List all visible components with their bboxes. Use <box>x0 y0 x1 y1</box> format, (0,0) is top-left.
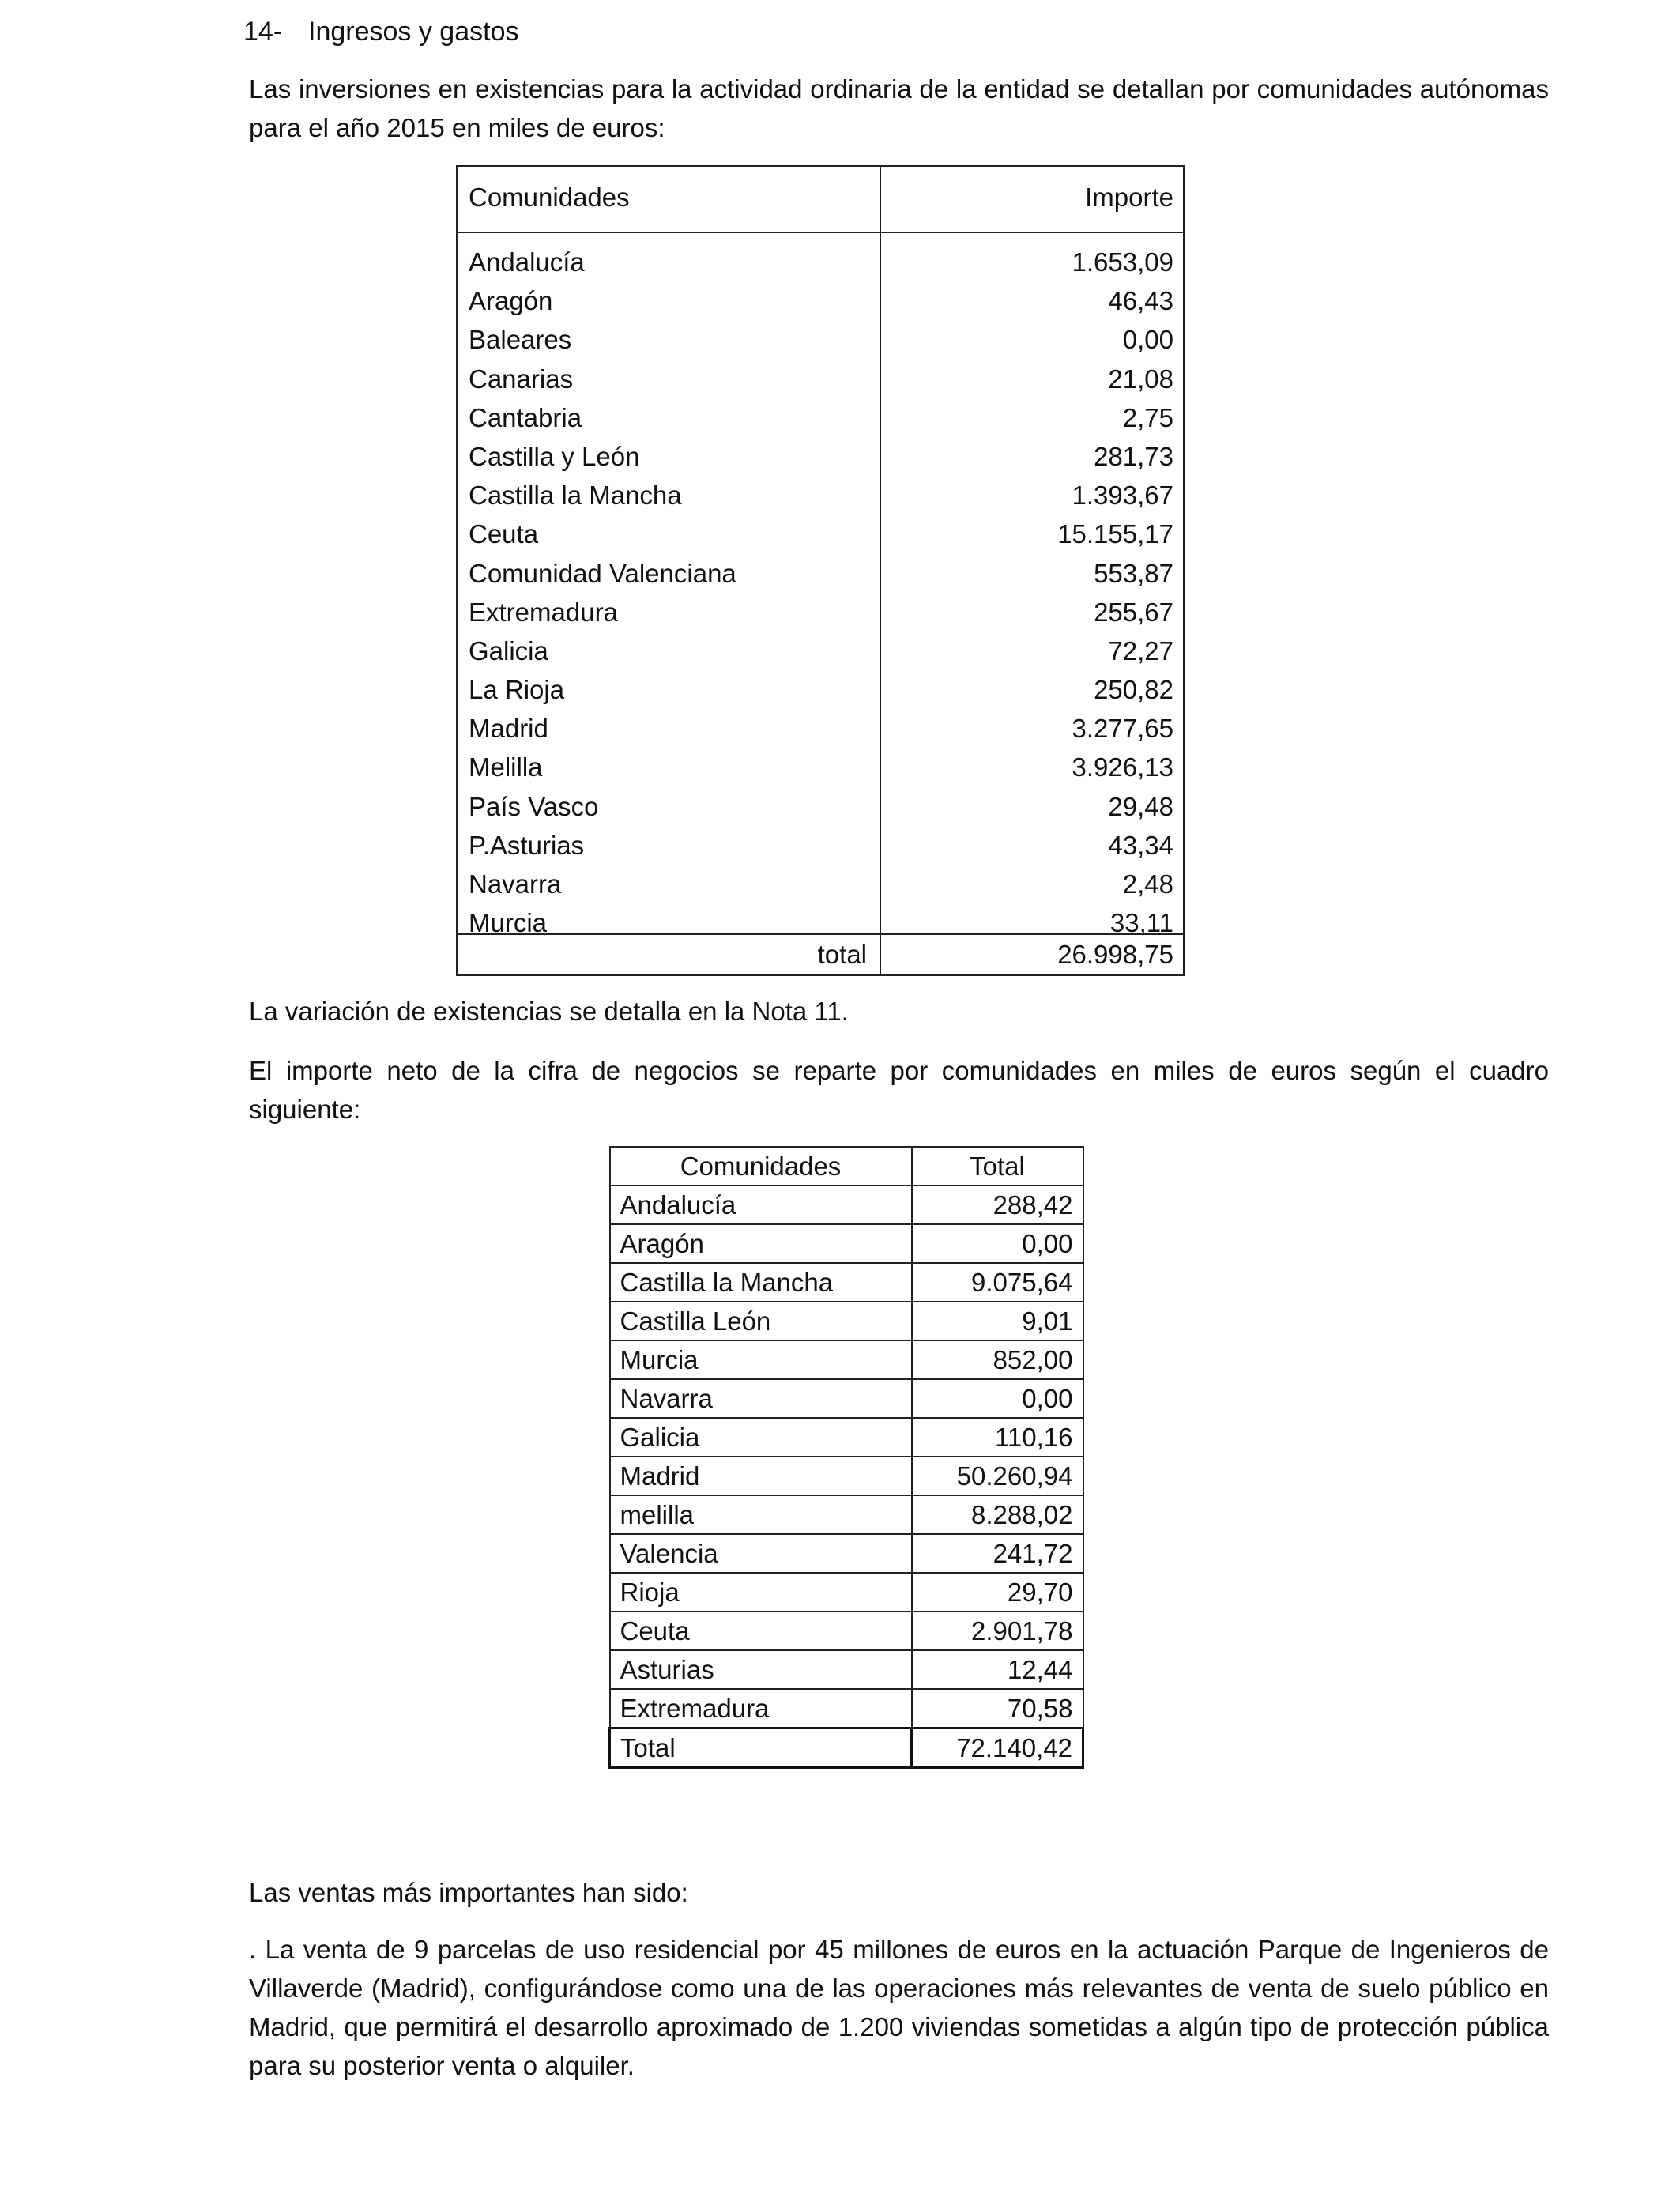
row-comunidad: Galicia <box>469 635 548 665</box>
row-total: 9.075,64 <box>912 1263 1083 1302</box>
table-row <box>610 1418 1083 1457</box>
row-importe: 3.926,13 <box>1072 752 1173 782</box>
table-row <box>458 437 1183 476</box>
table-row <box>458 593 1183 631</box>
row-importe: 2,75 <box>1122 402 1173 432</box>
negocios-table-header <box>610 1147 1083 1186</box>
existencias-table-header <box>458 167 1183 233</box>
row-comunidad: Murcia <box>610 1340 912 1379</box>
table-row <box>610 1457 1083 1495</box>
row-comunidad: Ceuta <box>610 1612 912 1650</box>
table-row <box>458 320 1183 359</box>
total-value: 26.998,75 <box>1057 940 1173 969</box>
row-total: 241,72 <box>912 1534 1083 1573</box>
row-comunidad: La Rioja <box>469 675 565 705</box>
row-importe: 33,11 <box>1109 908 1173 938</box>
table-row <box>458 360 1183 398</box>
row-total: 8.288,02 <box>912 1495 1083 1534</box>
row-total: 110,16 <box>912 1418 1083 1457</box>
table-row <box>610 1534 1083 1573</box>
row-importe: 29,48 <box>1108 791 1173 821</box>
row-comunidad: Rioja <box>610 1573 912 1612</box>
row-importe: 46,43 <box>1108 286 1173 316</box>
importe-neto-paragraph: El importe neto de la cifra de negocios se reparte por comunidades en miles de euros según el cuadro siguiente: <box>249 1056 1549 1124</box>
section-number: 14- <box>243 17 283 47</box>
row-comunidad: Cantabria <box>469 402 582 432</box>
row-total: 12,44 <box>912 1650 1083 1689</box>
row-total: 0,00 <box>912 1379 1083 1418</box>
table-row <box>610 1689 1083 1728</box>
row-total: 9,01 <box>912 1302 1083 1340</box>
table-row <box>458 865 1183 903</box>
row-comunidad: Valencia <box>610 1534 912 1573</box>
row-importe: 15.155,17 <box>1057 519 1173 549</box>
row-comunidad: Asturias <box>610 1650 912 1689</box>
row-comunidad: Aragón <box>610 1224 912 1263</box>
row-total: 288,42 <box>912 1186 1083 1224</box>
table-row <box>458 554 1183 593</box>
row-comunidad: Andalucía <box>610 1186 912 1224</box>
row-comunidad: Ceuta <box>469 519 539 549</box>
negocios-table <box>608 1146 1084 1769</box>
row-importe: 21,08 <box>1108 364 1173 394</box>
row-comunidad: País Vasco <box>469 791 599 821</box>
row-comunidad: Madrid <box>469 714 548 744</box>
row-total: 50.260,94 <box>912 1457 1083 1495</box>
table-row <box>458 709 1183 748</box>
header-comunidades: Comunidades <box>469 183 630 212</box>
row-importe: 43,34 <box>1108 830 1173 860</box>
existencias-total-row <box>458 933 1183 974</box>
row-comunidad: Murcia <box>469 908 548 938</box>
row-importe: 281,73 <box>1094 441 1173 471</box>
row-comunidad: P.Asturias <box>469 830 585 860</box>
row-comunidad: Navarra <box>469 869 562 899</box>
table-row <box>458 787 1183 826</box>
section-title: Ingresos y gastos <box>308 17 519 47</box>
row-comunidad: Navarra <box>610 1379 912 1418</box>
row-importe: 250,82 <box>1094 675 1173 705</box>
table-row <box>610 1495 1083 1534</box>
row-total: 2.901,78 <box>912 1612 1083 1650</box>
row-comunidad: Extremadura <box>469 597 618 627</box>
row-comunidad: Madrid <box>610 1457 912 1495</box>
row-comunidad: Melilla <box>469 752 543 782</box>
table-row <box>610 1186 1083 1224</box>
table-row <box>458 281 1183 320</box>
negocios-total-row <box>610 1728 1083 1768</box>
negocios-table-body <box>610 1186 1083 1728</box>
row-comunidad: Comunidad Valenciana <box>469 558 736 588</box>
row-comunidad: Castilla la Mancha <box>610 1263 912 1302</box>
table-row <box>610 1263 1083 1302</box>
table-row <box>610 1573 1083 1612</box>
row-comunidad: Castilla León <box>610 1302 912 1340</box>
row-importe: 1.653,09 <box>1072 247 1173 277</box>
table-row <box>610 1612 1083 1650</box>
section-heading <box>243 14 518 49</box>
row-comunidad: Castilla y León <box>469 441 640 471</box>
table-row <box>458 398 1183 437</box>
table-row <box>458 826 1183 865</box>
table-row <box>458 515 1183 553</box>
row-comunidad: Aragón <box>469 286 553 316</box>
table-row <box>458 631 1183 670</box>
row-total: 852,00 <box>912 1340 1083 1379</box>
table-row <box>610 1302 1083 1340</box>
table-row <box>610 1340 1083 1379</box>
row-comunidad: Baleares <box>469 325 572 355</box>
venta-description-paragraph: . La venta de 9 parcelas de uso residencial por 45 millones de euros en la actuación Parque de Ingenieros de Villaverde (Madrid), configurándose como una de las operaciones más relevantes de venta de suelo público en Madrid, que permitirá el desarrollo aproximado de 1.200 viviendas sometidas a algún tipo de protección pública para su posterior venta o alquiler. <box>249 1935 1549 2080</box>
row-comunidad: Canarias <box>469 364 574 394</box>
row-comunidad: Extremadura <box>610 1689 912 1728</box>
table-row <box>610 1650 1083 1689</box>
row-importe: 553,87 <box>1094 558 1173 588</box>
row-total: 29,70 <box>912 1573 1083 1612</box>
table-row <box>458 476 1183 515</box>
row-comunidad: Galicia <box>610 1418 912 1457</box>
row-comunidad: Castilla la Mancha <box>469 481 682 511</box>
total-label: Total <box>610 1728 912 1768</box>
row-importe: 255,67 <box>1094 597 1173 627</box>
row-importe: 0,00 <box>1122 325 1173 355</box>
ventas-title-paragraph: Las ventas más importantes han sido: <box>249 1878 688 1907</box>
row-importe: 72,27 <box>1108 635 1173 665</box>
row-comunidad: Andalucía <box>469 247 585 277</box>
row-comunidad: melilla <box>610 1495 912 1534</box>
row-importe: 3.277,65 <box>1072 714 1173 744</box>
variacion-paragraph: La variación de existencias se detalla en la Nota 11. <box>249 997 849 1026</box>
header-importe: Importe <box>1085 183 1173 212</box>
header-comunidades: Comunidades <box>610 1147 912 1186</box>
row-importe: 2,48 <box>1122 869 1173 899</box>
table-row <box>458 670 1183 709</box>
table-row <box>610 1224 1083 1263</box>
table-row <box>610 1379 1083 1418</box>
row-importe: 1.393,67 <box>1072 481 1173 511</box>
existencias-table-body <box>458 243 1183 942</box>
total-value: 72.140,42 <box>912 1728 1083 1768</box>
table-row <box>458 243 1183 281</box>
row-total: 0,00 <box>912 1224 1083 1263</box>
existencias-table <box>456 165 1185 976</box>
row-total: 70,58 <box>912 1689 1083 1728</box>
intro-paragraph: Las inversiones en existencias para la actividad ordinaria de la entidad se detallan por comunidades autónomas para el año 2015 en miles de euros: <box>249 74 1549 142</box>
header-total: Total <box>912 1147 1083 1186</box>
total-label: total <box>817 940 867 969</box>
table-row <box>458 748 1183 786</box>
